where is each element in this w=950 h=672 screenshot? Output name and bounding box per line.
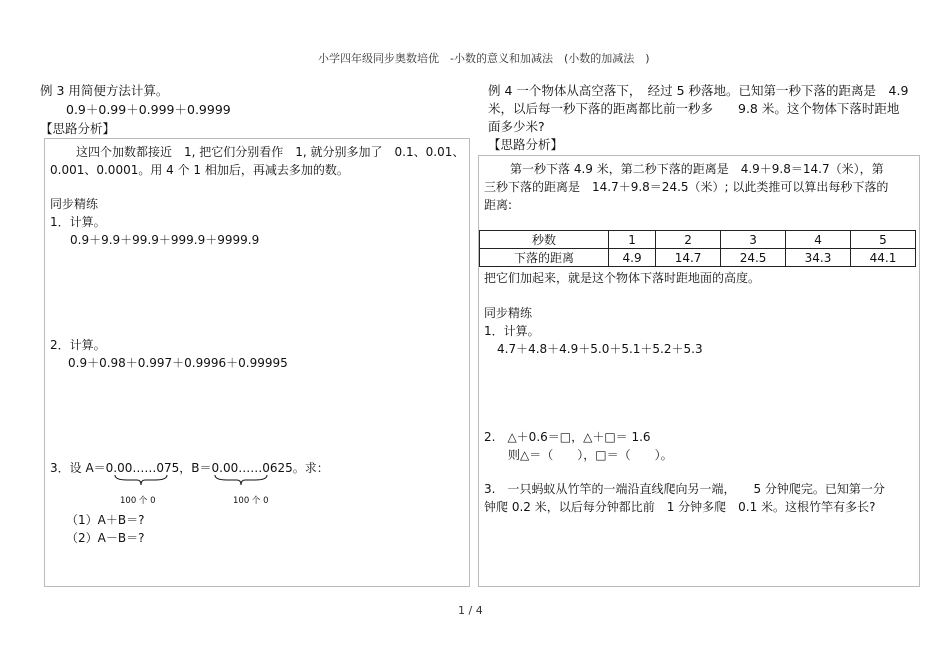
right-analysis-line-1: 第一秒下落 4.9 米，第二秒下落的距离是 4.9＋9.8＝14.7（米），第 [510, 162, 884, 176]
table-cell: 3 [721, 231, 786, 249]
brace-b [213, 474, 269, 486]
right-q3-line-2: 钟爬 0.2 米，以后每分钟都比前 1 分钟多爬 0.1 米。这根竹竿有多长? [484, 500, 876, 514]
practice-label-right: 同步精练 [484, 306, 533, 320]
left-q3-sub2: （2）A－B＝? [66, 531, 145, 545]
left-q2-expression: 0.9＋0.98＋0.997＋0.9996＋0.99995 [68, 356, 288, 370]
brace-b-label: 100 个 0 [233, 496, 269, 506]
table-cell: 1 [609, 231, 656, 249]
right-analysis-line-3: 距离: [484, 198, 513, 212]
right-q1-label: 1．计算。 [484, 324, 540, 338]
table-header-cell: 下落的距离 [480, 249, 609, 267]
right-q2-line-1: 2. △＋0.6＝□，△＋□＝ 1.6 [484, 430, 651, 444]
right-analysis-line-2: 三秒下落的距离是 14.7＋9.8＝24.5（米）; 以此类推可以算出每秒下落的 [484, 180, 889, 194]
left-q2-label: 2．计算。 [50, 338, 106, 352]
analysis-label-right: 【思路分析】 [488, 137, 564, 152]
practice-label-left: 同步精练 [50, 197, 99, 211]
left-q1-label: 1．计算。 [50, 215, 106, 229]
right-q3-line-1: 3. 一只蚂蚁从竹竿的一端沿直线爬向另一端， 5 分钟爬完。已知第一分 [484, 482, 885, 496]
table-cell: 4.9 [609, 249, 656, 267]
left-q3-sub1: （1）A＋B＝? [66, 513, 145, 527]
table-row [480, 249, 916, 267]
table-cell: 4 [786, 231, 851, 249]
distance-table [479, 230, 916, 267]
table-cell: 5 [851, 231, 916, 249]
table-cell: 34.3 [786, 249, 851, 267]
page-title: 小学四年级同步奥数培优 -小数的意义和加减法 (小数的加减法 ) [318, 52, 650, 65]
example-4-line-2: 米，以后每一秒下落的距离都比前一秒多 9.8 米。这个物体下落时距地 [488, 101, 900, 116]
example-3-title: 例 3 用简便方法计算。 [40, 83, 169, 98]
right-analysis-box [478, 155, 920, 587]
table-cell: 14.7 [656, 249, 721, 267]
left-q1-expression: 0.9＋9.9＋99.9＋999.9＋9999.9 [70, 233, 260, 247]
analysis-line-2: 0.001、0.0001。用 4 个 1 相加后，再减去多加的数。 [50, 163, 349, 177]
table-header-cell: 秒数 [480, 231, 609, 249]
left-q3-text: 3．设 A＝0.00……075，B＝0.00……0625。求： [50, 461, 329, 475]
analysis-label-left: 【思路分析】 [40, 121, 116, 136]
table-cell: 24.5 [721, 249, 786, 267]
table-row [480, 231, 916, 249]
analysis-line-1: 这四个加数都接近 1, 把它们分别看作 1, 就分别多加了 0.1、0.01、 [76, 145, 465, 159]
table-cell: 44.1 [851, 249, 916, 267]
example-4-line-3: 面多少米? [488, 119, 545, 134]
example-3-expression: 0.9＋0.99＋0.999＋0.9999 [66, 102, 231, 117]
brace-a-label: 100 个 0 [120, 496, 156, 506]
example-4-line-1: 例 4 一个物体从高空落下， 经过 5 秒落地。已知第一秒下落的距离是 4.9 [488, 83, 909, 98]
brace-a [113, 474, 169, 486]
right-q2-line-2: 则△＝（ ），□＝（ ）。 [508, 448, 673, 462]
after-table-text: 把它们加起来，就是这个物体下落时距地面的高度。 [484, 271, 761, 285]
right-q1-expression: 4.7＋4.8＋4.9＋5.0＋5.1＋5.2＋5.3 [497, 342, 703, 356]
page-number: 1 / 4 [458, 604, 483, 617]
table-cell: 2 [656, 231, 721, 249]
